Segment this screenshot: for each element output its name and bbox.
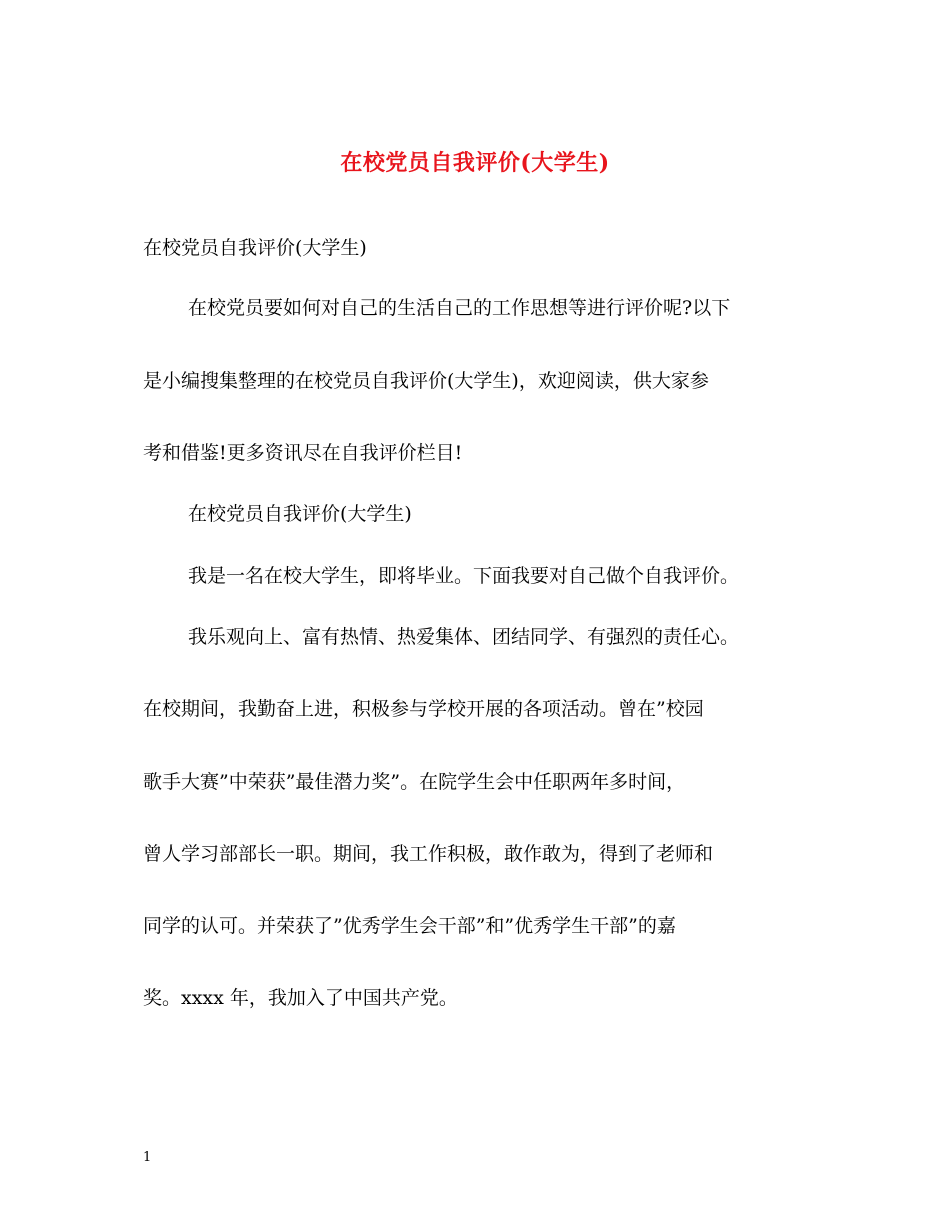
subtitle-line: 在校党员自我评价(大学生) [143, 237, 367, 259]
paragraph-line: 曾人学习部部长一职。期间，我工作积极，敢作敢为，得到了老师和 [143, 843, 714, 865]
paragraph-line: 奖。xxxx 年，我加入了中国共产党。 [143, 987, 458, 1009]
paragraph-line: 我是一名在校大学生，即将毕业。下面我要对自己做个自我评价。 [188, 565, 740, 587]
paragraph-line: 我乐观向上、富有热情、热爱集体、团结同学、有强烈的责任心。 [188, 626, 740, 648]
paragraph-line: 考和借鉴!更多资讯尽在自我评价栏目! [143, 442, 463, 464]
paragraph-line: 是小编搜集整理的在校党员自我评价(大学生)，欢迎阅读，供大家参 [143, 370, 709, 392]
paragraph-line: 歌手大赛”中荣获”最佳潜力奖”。在院学生会中任职两年多时间， [143, 771, 686, 793]
page-number: 1 [143, 1150, 152, 1165]
paragraph-line: 同学的认可。并荣获了”优秀学生会干部”和”优秀学生干部”的嘉 [143, 915, 676, 937]
paragraph-line: 在校党员要如何对自己的生活自己的工作思想等进行评价呢?以下 [188, 297, 731, 319]
paragraph-line: 在校期间，我勤奋上进，积极参与学校开展的各项活动。曾在”校园 [143, 698, 704, 720]
section-heading-line: 在校党员自我评价(大学生) [188, 503, 412, 525]
document-title: 在校党员自我评价(大学生) [340, 150, 610, 176]
